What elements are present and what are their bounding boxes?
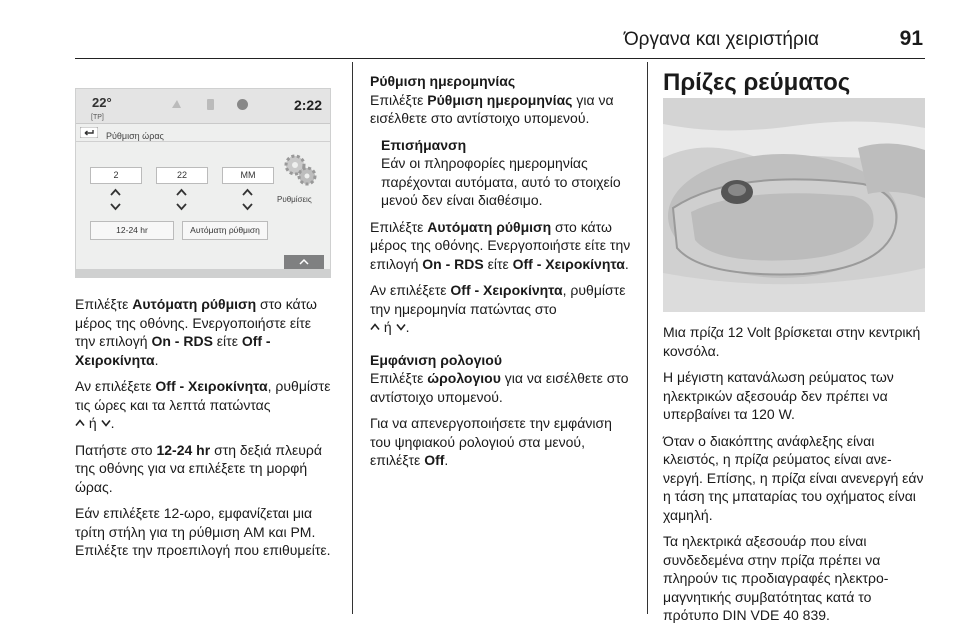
back-icon[interactable]	[80, 127, 98, 138]
paragraph: Πατήστε στο 12-24 hr στη δεξιά πλευρά της οθόνης για να επιλέξετε τη μορφή ώρας.	[75, 441, 322, 495]
auto-set-button[interactable]: Αυτόματη ρύθμιση	[182, 221, 268, 240]
paragraph: Αν επιλέξετε Off - Χειροκίνητα, ρυθμίστε την ημερομηνία πατώντας στο ή .	[370, 282, 626, 335]
paragraph: Ρύθμιση ημερομηνίας Επιλέξτε Ρύθμιση ημερομηνίας για να εισέλθετε στο αντίστοιχο υπομενού.	[370, 72, 632, 128]
section-heading: Εμφάνιση ρολογιού	[370, 351, 502, 368]
ampm-value: MM	[222, 167, 274, 184]
paragraph: Επιλέξτε Αυτόματη ρύθμιση στο κάτω μέρος της οθόνης. Ενεργοποιήστε είτε την επιλογή On - RDS είτε Off - Χειροκίνητα.	[75, 296, 317, 368]
chevron-up-icon	[370, 322, 380, 332]
minute-up-arrow-icon[interactable]	[175, 188, 188, 197]
note-heading: Επισήμανση	[381, 136, 467, 153]
ampm-down-arrow-icon[interactable]	[241, 202, 254, 211]
info-icon	[236, 98, 249, 111]
temperature: 22°	[92, 95, 112, 110]
chevron-down-icon	[396, 322, 406, 332]
format-button[interactable]: 12-24 hr	[90, 221, 174, 240]
status-bar	[76, 89, 330, 124]
paragraph: Τα ηλεκτρικά αξεσουάρ που είναι συνδεδεμένα στην πρίζα πρέπει να πληρούν τις προδιαγραφές ηλεκτρομαγνητικής συμβατότητας κατά το πρότυπο DIN VDE 40 839.	[663, 533, 889, 623]
paragraph: Εάν επιλέξετε 12-ωρο, εμφανίζεται μια τρίτη στήλη για τη ρύθμιση AM και PM. Επιλέξτε την προεπιλογή που επιθυμείτε.	[75, 505, 331, 558]
hour-down-arrow-icon[interactable]	[109, 202, 122, 211]
section-title: Πρίζες ρεύματος	[663, 69, 851, 96]
settings-gears-icon[interactable]	[281, 151, 319, 189]
minute-down-arrow-icon[interactable]	[175, 202, 188, 211]
chevron-up-icon	[75, 418, 85, 428]
column-3	[663, 69, 925, 623]
chevron-down-icon	[101, 418, 111, 428]
header-title: Όργανα και χειριστήρια	[623, 29, 819, 50]
paragraph: Για να απενεργοποιήσετε την εμφάνιση του ψηφιακού ρολογιού στα μενού, επιλέξτε Off.	[370, 415, 612, 468]
column-divider	[647, 62, 648, 614]
paragraph: Όταν ο διακόπτης ανάφλεξης είναι κλειστός, η πρίζα ρεύματος είναι ανενεργή. Επίσης, η πρίζα είναι ανενεργή εάν η τάση της μπαταρίας του οχήματος είναι χαμηλή.	[663, 432, 924, 523]
paragraph: Η μέγιστη κατανάλωση ρεύματος των ηλεκτρικών αξεσουάρ δεν πρέπει να υπερβαίνει τα 120 W.	[663, 369, 894, 422]
paragraph: Επιλέξτε Αυτόματη ρύθμιση στο κάτω μέρος της οθόνης. Ενεργοποιήστε είτε την επιλογή On - RDS είτε Off - Χειροκίνητα.	[370, 218, 631, 272]
battery-icon	[204, 98, 217, 111]
tp-indicator: [TP]	[91, 114, 104, 121]
paragraph: Εμφάνιση ρολογιού Επιλέξτε ώρολογιου για να εισέλθετε στο αντίστοιχο υπομενού.	[370, 351, 632, 407]
infotainment-screen-figure	[75, 88, 331, 278]
hour-value: 2	[90, 167, 142, 184]
page-header	[75, 20, 925, 59]
hour-up-arrow-icon[interactable]	[109, 188, 122, 197]
ampm-up-arrow-icon[interactable]	[241, 188, 254, 197]
column-divider	[352, 62, 353, 614]
paragraph: Μια πρίζα 12 Volt βρίσκεται στην κεντρική κονσόλα.	[663, 324, 921, 359]
clock: 2:22	[293, 97, 322, 113]
page-number: 91	[899, 27, 923, 50]
pull-up-handle-icon[interactable]	[284, 255, 324, 269]
screen-subtitle: Ρύθμιση ώρας	[106, 131, 164, 141]
note: Επισήμανση Εάν οι πληροφορίες ημερομηνίας παρέχονται αυτόματα, αυτό το στοιχείο μενού δεν είναι διαθέσιμο.	[381, 136, 632, 210]
phone-icon	[170, 98, 183, 111]
settings-label: Ρυθμίσεις	[277, 195, 312, 204]
column-2	[370, 72, 632, 478]
sub-header	[76, 124, 330, 142]
paragraph: Αν επιλέξετε Off - Χειροκίνητα, ρυθμίστε τις ώρες και τα λεπτά πατώντας ή .	[75, 378, 331, 431]
section-heading: Ρύθμιση ημερομηνίας	[370, 73, 516, 89]
minute-value: 22	[156, 167, 208, 184]
power-outlet-photo	[663, 98, 925, 312]
